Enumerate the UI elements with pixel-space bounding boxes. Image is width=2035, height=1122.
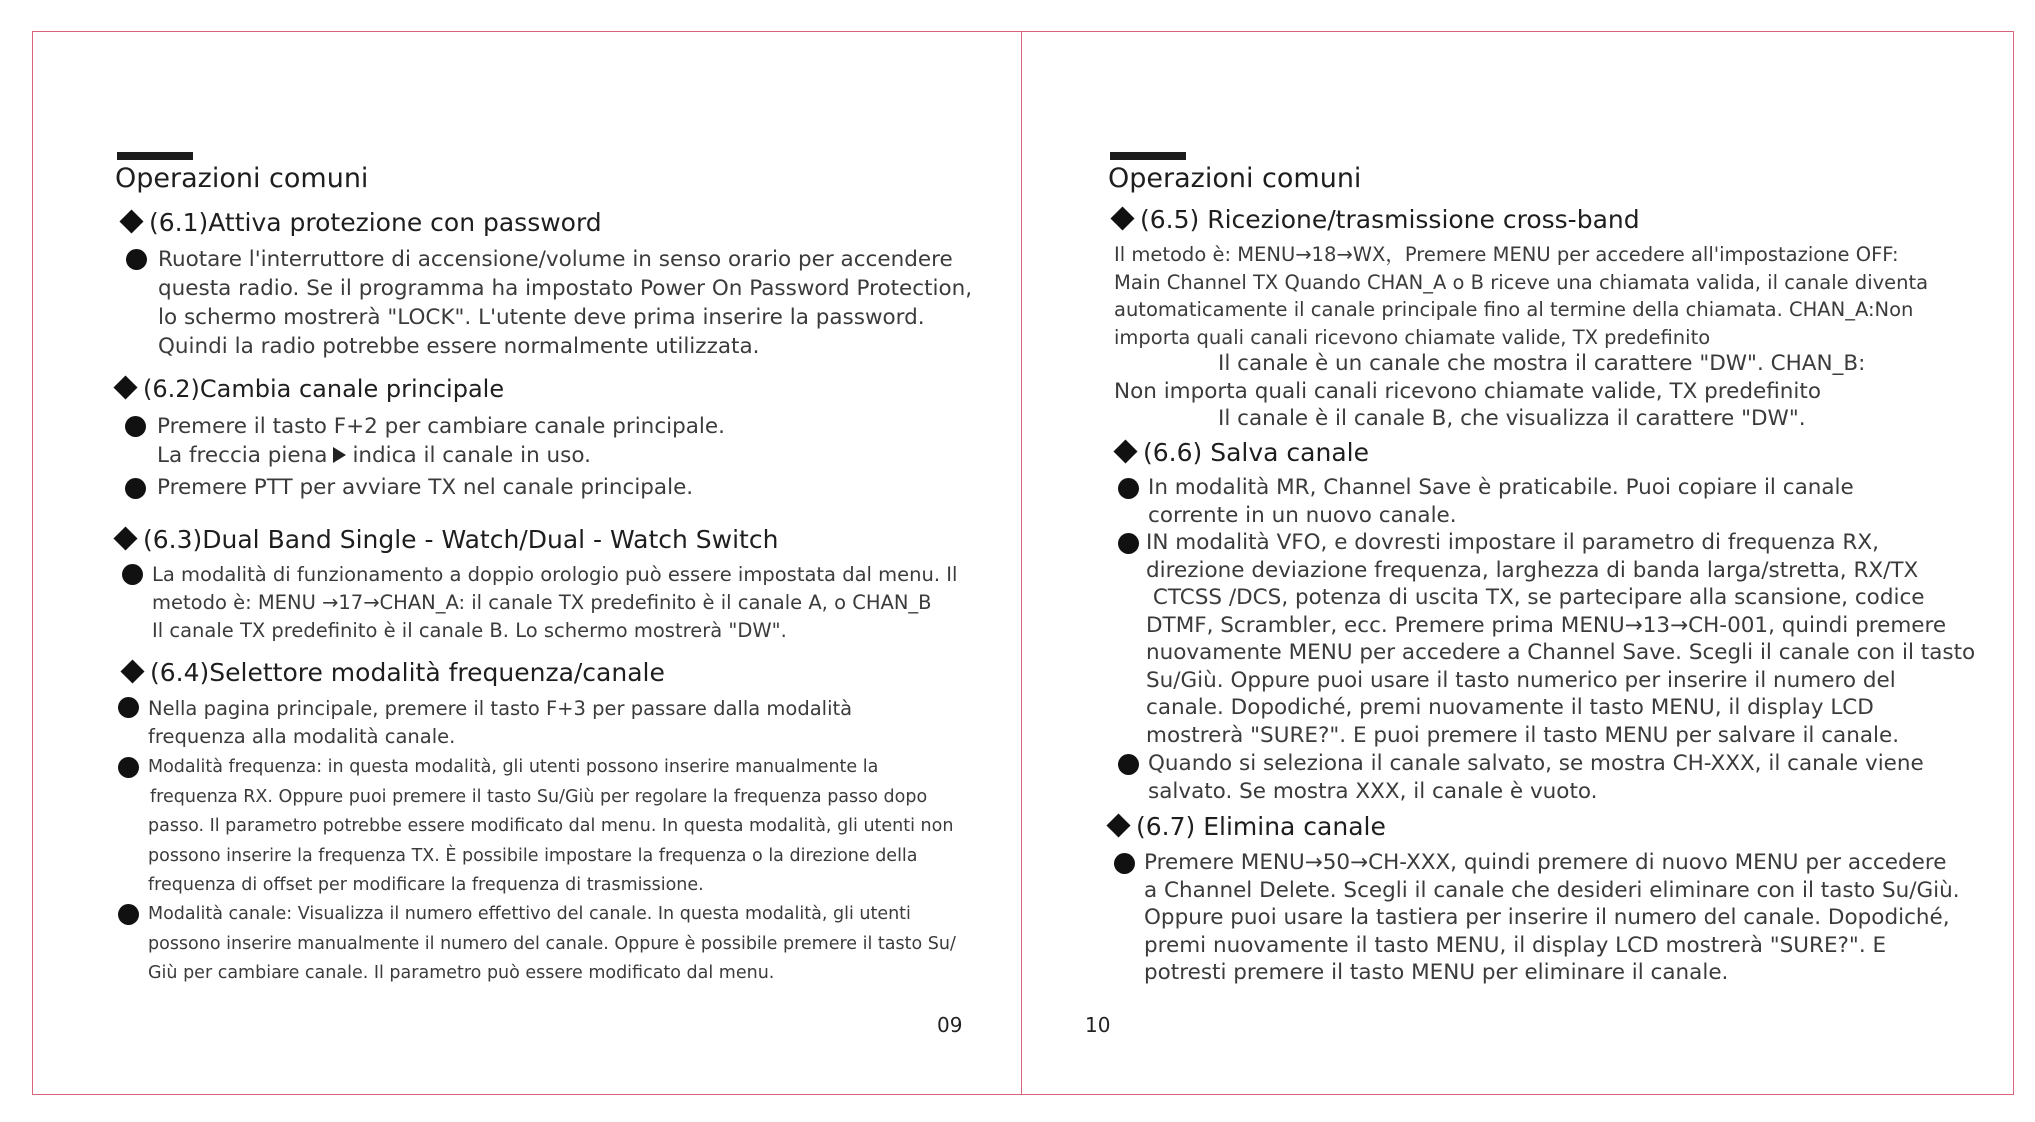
text-line: possono inserire la frequenza TX. È possibile impostare la frequenza o la direzione della (148, 845, 918, 866)
text-line: Ruotare l'interruttore di accensione/volume in senso orario per accendere (158, 247, 953, 272)
text-line: Quando si seleziona il canale salvato, se mostra CH-XXX, il canale viene (1148, 751, 1924, 776)
page-number: 10 (1085, 1013, 1111, 1037)
text-line: frequenza RX. Oppure puoi premere il tasto Su/Giù per regolare la frequenza passo dopo (150, 786, 928, 807)
bullet-dot-icon (118, 697, 139, 718)
text-line: Nella pagina principale, premere il tasto F+3 per passare dalla modalità (148, 697, 853, 720)
text-line: salvato. Se mostra XXX, il canale è vuoto. (1148, 778, 1598, 804)
diamond-bullet-icon (119, 209, 143, 233)
paragraph-6-2-bullet-1 (157, 412, 725, 470)
section-heading-6-2 (117, 375, 504, 403)
bullet-dot-icon (126, 249, 147, 270)
text-line: direzione deviazione frequenza, larghezza di banda larga/stretta, RX/TX (1146, 557, 1919, 583)
text-line: Premere il tasto F+2 per cambiare canale principale. (157, 414, 725, 439)
text-line: a Channel Delete. Scegli il canale che desideri eliminare con il tasto Su/Giù. (1144, 877, 1960, 903)
text-line: Il canale è un canale che mostra il carattere "DW". CHAN_B: (1218, 351, 1866, 376)
text-line: Oppure puoi usare la tastiera per inserire il numero del canale. Dopodiché, (1144, 905, 1950, 930)
text-line: Quindi la radio potrebbe essere normalmente utilizzata. (158, 334, 760, 359)
text-line: Il canale è il canale B, che visualizza il carattere "DW". (1218, 406, 1806, 431)
diamond-bullet-icon (1110, 206, 1134, 230)
text-line: Su/Giù. Oppure puoi usare il tasto numerico per inserire il numero del (1146, 667, 1896, 693)
text-line: frequenza di offset per modificare la frequenza di trasmissione. (148, 875, 704, 895)
section-heading-6-5 (1114, 205, 1640, 234)
text-line: Non importa quali canali ricevono chiamate valide, TX predefinito (1114, 378, 1821, 404)
paragraph-6-3 (152, 561, 957, 645)
text-line: Giù per cambiare canale. Il parametro può essere modificato dal menu. (148, 963, 775, 983)
text-line: passo. Il parametro potrebbe essere modificato dal menu. In questa modalità, gli utenti non (148, 816, 954, 836)
text-line: Main Channel TX Quando CHAN_A o B riceve una chiamata valida, il canale diventa (1114, 270, 1929, 294)
play-arrow-icon (333, 447, 346, 463)
text-line: DTMF, Scrambler, ecc. Premere prima MENU→13→CH-001, quindi premere (1146, 612, 1947, 638)
paragraph-6-5-continued (1114, 350, 1865, 433)
text-line: Premere MENU→50→CH-XXX, quindi premere di nuovo MENU per accedere (1144, 850, 1947, 875)
text-line: automaticamente il canale principale fino al termine della chiamata. CHAN_A:Non (1114, 298, 1914, 321)
bullet-dot-icon (125, 478, 146, 499)
bullet-dot-icon (1114, 853, 1135, 874)
title-bar (117, 152, 193, 160)
text-line: lo schermo mostrerà "LOCK". L'utente deve prima inserire la password. (158, 305, 925, 330)
bullet-dot-icon (1118, 478, 1139, 499)
heading-text: (6.5) Ricezione/trasmissione cross-band (1140, 205, 1640, 234)
heading-text: (6.1)Attiva protezione con password (149, 208, 602, 237)
page-title: Operazioni comuni (1108, 163, 1362, 194)
page-number: 09 (937, 1013, 963, 1037)
diamond-bullet-icon (1106, 813, 1130, 837)
bullet-dot-icon (118, 757, 139, 778)
section-heading-6-4 (124, 658, 665, 687)
bullet-dot-icon (1118, 754, 1139, 775)
heading-text: (6.6) Salva canale (1143, 438, 1369, 467)
paragraph-6-7 (1144, 849, 1960, 987)
text-line: metodo è: MENU →17→CHAN_A: il canale TX predefinito è il canale A, o CHAN_B (152, 591, 932, 614)
text-line: mostrerà "SURE?". E puoi premere il tasto MENU per salvare il canale. (1146, 722, 1900, 748)
page-title: Operazioni comuni (115, 163, 369, 194)
paragraph-6-4-bullet-1 (148, 695, 852, 751)
text-line: Premere PTT per avviare TX nel canale principale. (157, 475, 694, 500)
text-line: CTCSS /DCS, potenza di uscita TX, se partecipare alla scansione, codice (1146, 585, 1925, 610)
heading-text: (6.4)Selettore modalità frequenza/canale (150, 658, 665, 687)
bullet-dot-icon (125, 416, 146, 437)
bullet-dot-icon (122, 564, 143, 585)
text-line: canale. Dopodiché, premi nuovamente il tasto MENU, il display LCD (1146, 695, 1874, 720)
text-line: nuovamente MENU per accedere a Channel Save. Scegli il canale con il tasto (1146, 640, 1976, 665)
text-line: La freccia piena indica il canale in uso. (157, 443, 591, 468)
text-line: potresti premere il tasto MENU per eliminare il canale. (1144, 960, 1729, 985)
text-line: IN modalità VFO, e dovresti impostare il parametro di frequenza RX, (1146, 530, 1879, 555)
paragraph-6-4-bullet-2 (148, 753, 953, 901)
heading-text: (6.2)Cambia canale principale (143, 375, 505, 403)
page-divider (1021, 31, 1022, 1095)
diamond-bullet-icon (1113, 439, 1137, 463)
text-line: Modalità canale: Visualizza il numero effettivo del canale. In questa modalità, gli utenti (148, 904, 911, 924)
text-line: premi nuovamente il tasto MENU, il display LCD mostrerà "SURE?". E (1144, 932, 1887, 958)
section-heading-6-6 (1117, 438, 1369, 467)
text-line: questa radio. Se il programma ha impostato Power On Password Protection, (158, 276, 973, 301)
text-line: Modalità frequenza: in questa modalità, gli utenti possono inserire manualmente la (148, 757, 879, 777)
paragraph-6-2-bullet-2 (157, 473, 693, 502)
bullet-dot-icon (1118, 533, 1139, 554)
text-line: possono inserire manualmente il numero del canale. Oppure è possibile premere il tasto Su/ (148, 933, 956, 954)
text-line: In modalità MR, Channel Save è praticabile. Puoi copiare il canale (1148, 475, 1854, 500)
diamond-bullet-icon (113, 375, 137, 399)
section-heading-6-7 (1110, 812, 1386, 841)
text-line: Il canale TX predefinito è il canale B. Lo schermo mostrerà "DW". (152, 619, 787, 642)
heading-text: (6.3)Dual Band Single - Watch/Dual - Watch Switch (143, 525, 779, 554)
bullet-dot-icon (118, 904, 139, 925)
text-line: corrente in un nuovo canale. (1148, 502, 1457, 528)
paragraph-6-1 (158, 245, 972, 361)
paragraph-6-5 (1114, 241, 1928, 351)
diamond-bullet-icon (113, 526, 137, 550)
paragraph-6-6-bullet-3 (1148, 750, 1924, 805)
paragraph-6-6-bullet-2 (1146, 529, 1975, 749)
text-line: La modalità di funzionamento a doppio orologio può essere impostata dal menu. Il (152, 563, 958, 586)
paragraph-6-4-bullet-3 (148, 900, 956, 989)
section-heading-6-1 (123, 208, 602, 237)
text-line: Il metodo è: MENU→18→WX，Premere MENU per accedere all'impostazione OFF: (1114, 243, 1899, 266)
title-bar (1110, 152, 1186, 160)
diamond-bullet-icon (120, 659, 144, 683)
heading-text: (6.7) Elimina canale (1136, 812, 1386, 841)
paragraph-6-6-bullet-1 (1148, 474, 1854, 529)
section-heading-6-3 (117, 525, 778, 554)
text-line: importa quali canali ricevono chiamate valide, TX predefinito (1114, 325, 1711, 349)
text-line: frequenza alla modalità canale. (148, 725, 456, 748)
